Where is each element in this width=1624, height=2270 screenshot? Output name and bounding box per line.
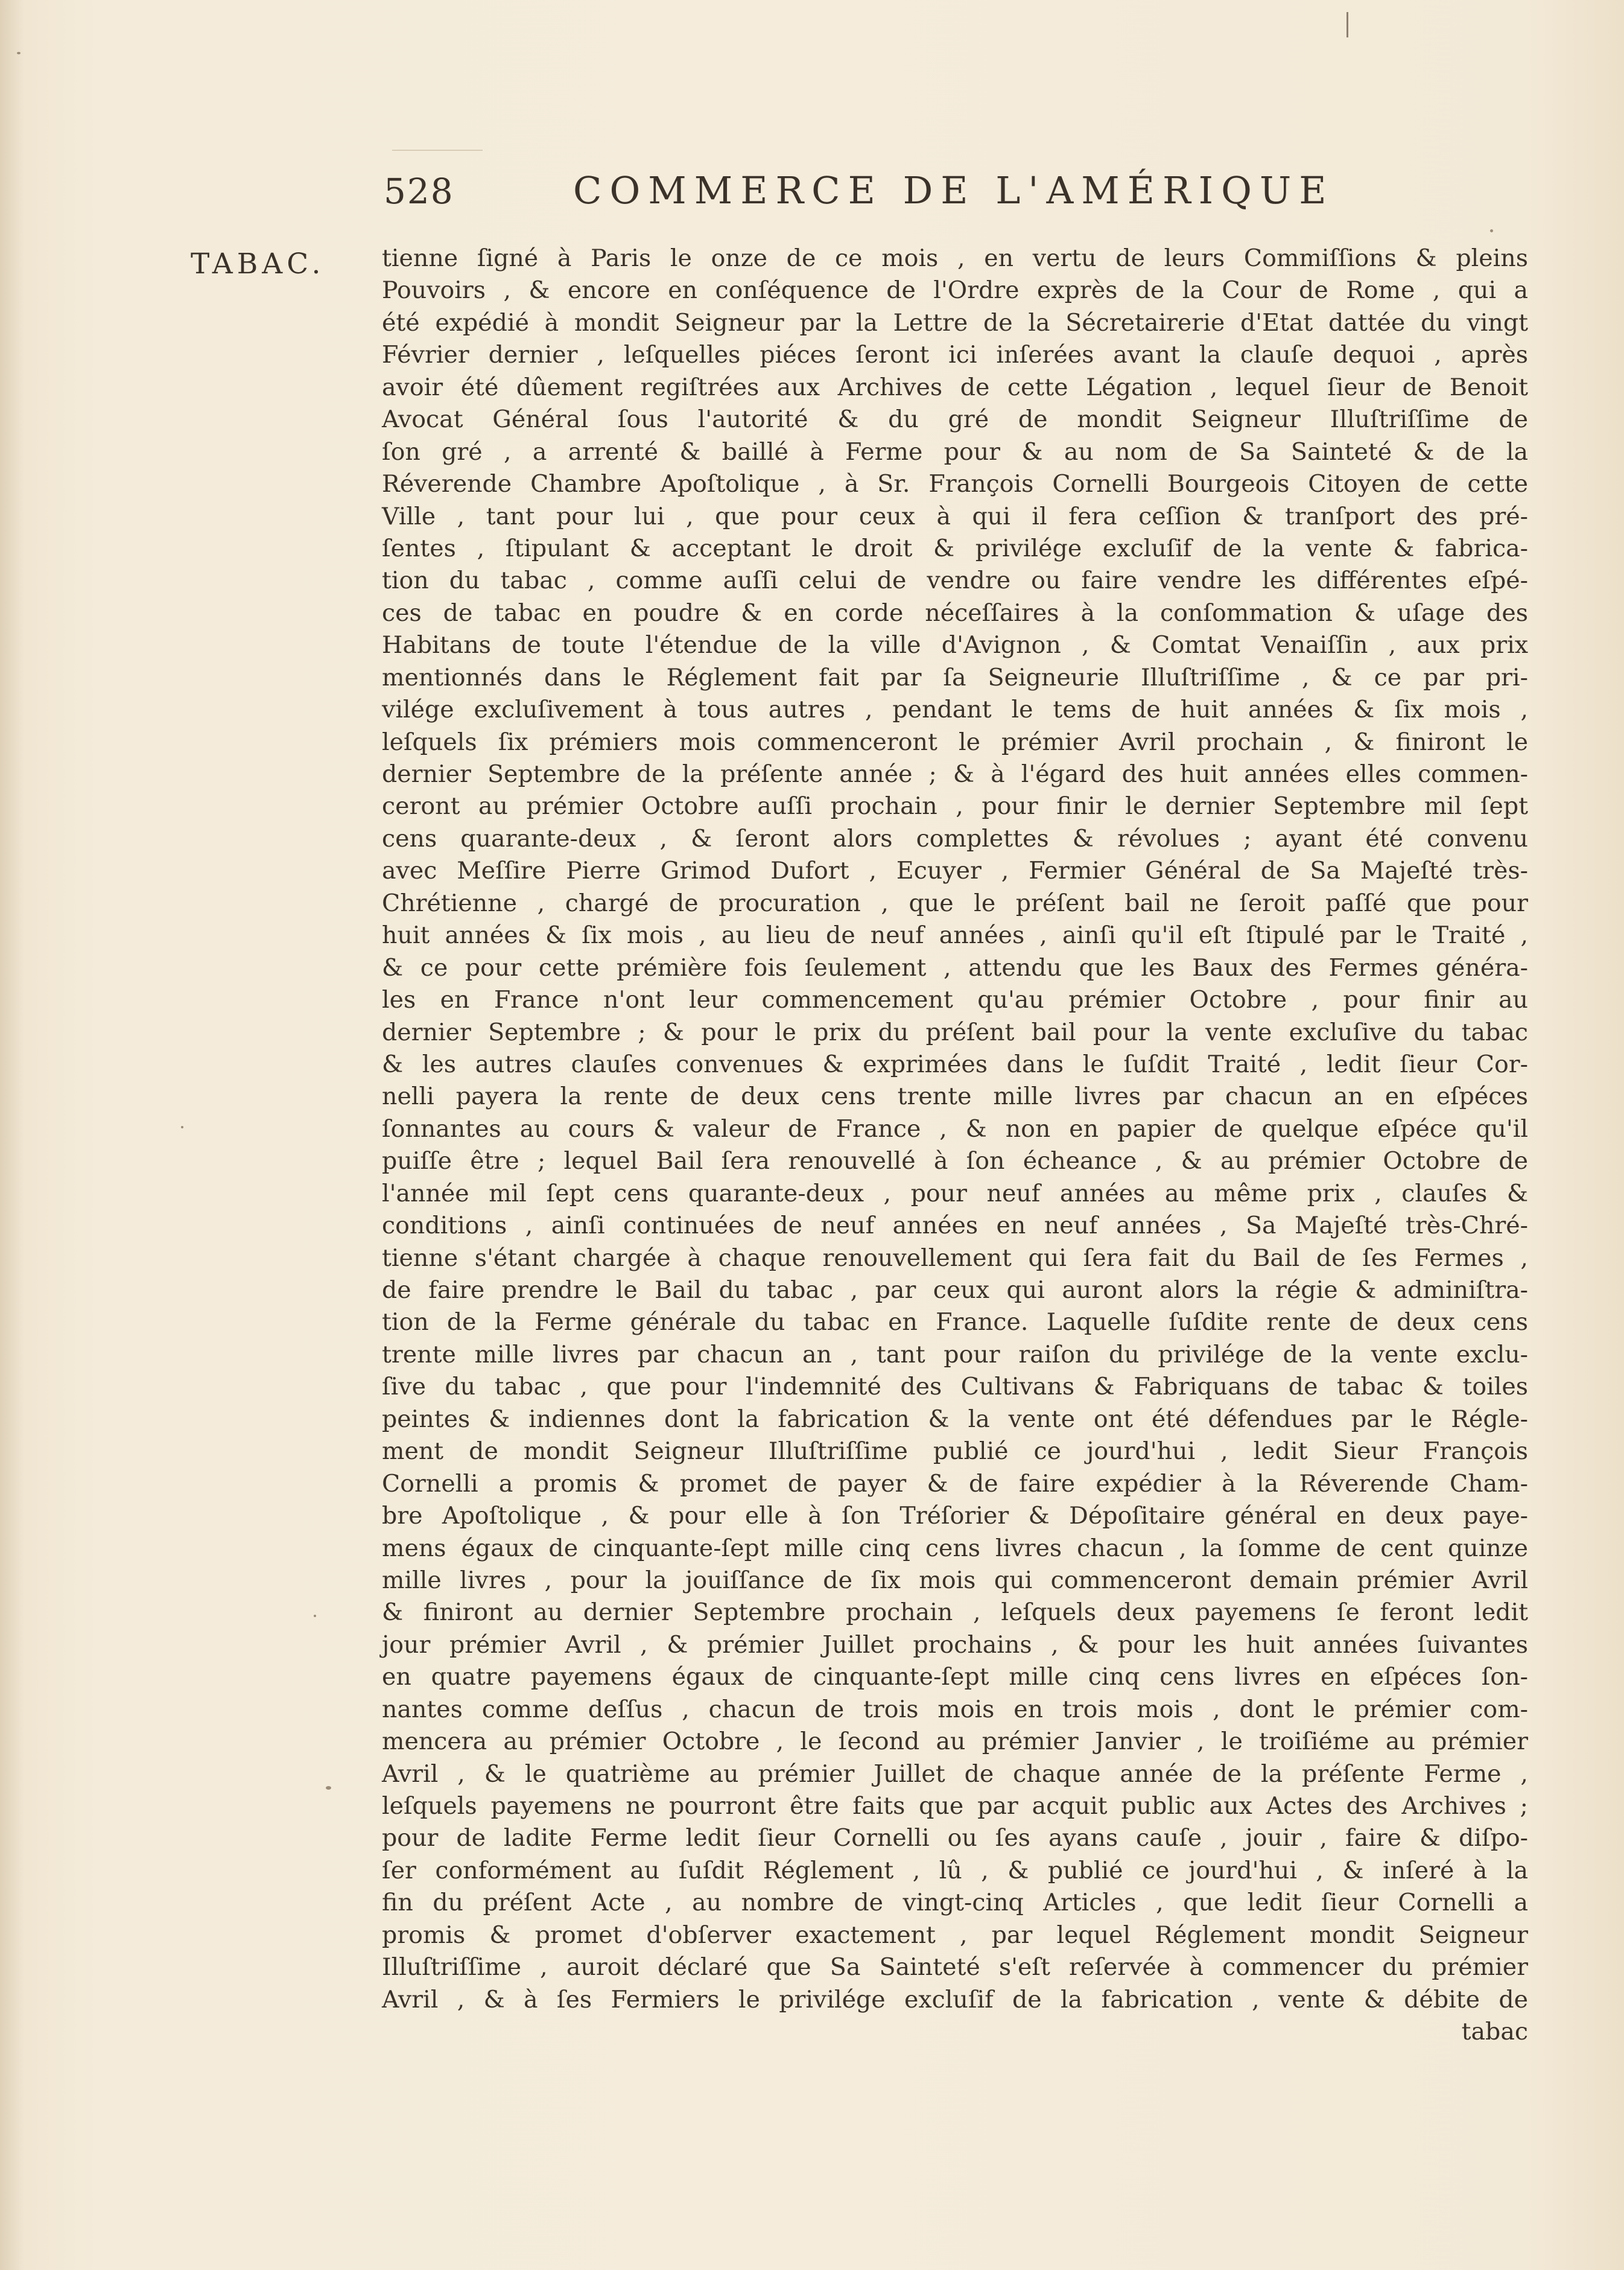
- text-line: huit années & ſix mois , au lieu de neuf années , ainſi qu'il eſt ſtipulé par le Traité ,: [382, 921, 1528, 950]
- text-line: Illuſtriſſime , auroit déclaré que Sa Sainteté s'eſt reſervée à commencer du prémier: [382, 1953, 1528, 1982]
- text-line: mille livres , pour la jouiſſance de ſix mois qui commenceront demain prémier Avril: [382, 1566, 1528, 1594]
- text-line: dernier Septembre ; & pour le prix du préſent bail pour la vente excluſive du tabac: [382, 1018, 1528, 1046]
- text-line: Février dernier , leſquelles piéces ſeront ici inſerées avant la clauſe dequoi , après: [382, 341, 1528, 369]
- text-line: ſon gré , a arrenté & baillé à Ferme pour & au nom de Sa Sainteté & de la: [382, 437, 1528, 466]
- page-number: 528: [384, 171, 454, 212]
- text-line: Pouvoirs , & encore en conſéquence de l'Ordre exprès de la Cour de Rome , qui a: [382, 276, 1528, 305]
- body-text: [382, 243, 1528, 2049]
- text-line: cens quarante-deux , & ſeront alors complettes & révolues ; ayant été convenu: [382, 824, 1528, 853]
- ink-speck: [326, 1786, 331, 1790]
- text-line: leſquels payemens ne pourront être faits que par acquit public aux Actes des Archives ;: [382, 1792, 1528, 1820]
- text-line: Chrétienne , chargé de procuration , que le préſent bail ne ſeroit paſſé que pour: [382, 889, 1528, 917]
- text-line: Ville , tant pour lui , que pour ceux à qui il fera ceſſion & tranſport des pré-: [382, 502, 1528, 530]
- text-line: promis & promet d'obſerver exactement , par lequel Réglement mondit Seigneur: [382, 1921, 1528, 1949]
- running-head: COMMERCE DE L'AMÉRIQUE: [573, 168, 1334, 212]
- text-line: tion du tabac , comme auſſi celui de vendre ou faire vendre les différentes eſpé-: [382, 567, 1528, 595]
- text-line: fin du préſent Acte , au nombre de vingt-cinq Articles , que ledit ſieur Cornelli a: [382, 1889, 1528, 1917]
- text-line: tienne s'étant chargée à chaque renouvellement qui ſera fait du Bail de ſes Fermes ,: [382, 1244, 1528, 1272]
- text-line: mens égaux de cinquante-ſept mille cinq cens livres chacun , la ſomme de cent quinze: [382, 1534, 1528, 1562]
- text-line: tion de la Ferme générale du tabac en France. Laquelle ſuſdite rente de deux cens: [382, 1308, 1528, 1337]
- text-line: ceront au prémier Octobre auſſi prochain , pour finir le dernier Septembre mil ſept: [382, 792, 1528, 821]
- text-line: été expédié à mondit Seigneur par la Lettre de la Sécretairerie d'Etat dattée du vingt: [382, 308, 1528, 337]
- text-line: pour de ladite Ferme ledit ſieur Cornelli ou ſes ayans cauſe , jouir , faire & diſpo-: [382, 1824, 1528, 1852]
- text-line: conditions , ainſi continuées de neuf années en neuf années , Sa Majeſté très-Chré-: [382, 1212, 1528, 1240]
- text-line: vilége excluſivement à tous autres , pendant le tems de huit années & ſix mois ,: [382, 696, 1528, 724]
- margin-note: TABAC.: [191, 247, 325, 281]
- text-line: Réverende Chambre Apoſtolique , à Sr. François Cornelli Bourgeois Citoyen de cette: [382, 470, 1528, 498]
- text-line: ſer conformément au ſuſdit Réglement , lû , & publié ce jourd'hui , & inſeré à la: [382, 1856, 1528, 1884]
- text-line: ſive du tabac , que pour l'indemnité des Cultivans & Fabriquans de tabac & toiles: [382, 1373, 1528, 1401]
- ink-speck: [1490, 229, 1493, 232]
- text-line: Avocat Général ſous l'autorité & du gré de mondit Seigneur Illuſtriſſime de: [382, 405, 1528, 434]
- ink-speck: [181, 1126, 183, 1128]
- text-line: ment de mondit Seigneur Illuſtriſſime publié ce jourd'hui , ledit Sieur François: [382, 1437, 1528, 1466]
- text-line: tienne ſigné à Paris le onze de ce mois , en vertu de leurs Commiſſions & pleins: [382, 244, 1528, 272]
- text-line: nelli payera la rente de deux cens trente mille livres par chacun an en eſpéces: [382, 1083, 1528, 1111]
- page-header: [384, 168, 1373, 225]
- text-line: peintes & indiennes dont la fabrication & la vente ont été défendues par le Régle-: [382, 1405, 1528, 1433]
- text-line: trente mille livres par chacun an , tant pour raiſon du privilége de la vente exclu-: [382, 1340, 1528, 1369]
- catchword: tabac: [1461, 2018, 1528, 2046]
- text-line: mentionnés dans le Réglement fait par ſa Seigneurie Illuſtriſſime , & ce par pri-: [382, 663, 1528, 691]
- page-edge-shadow: [0, 0, 24, 2270]
- text-line: jour prémier Avril , & prémier Juillet prochains , & pour les huit années ſuivantes: [382, 1630, 1528, 1659]
- text-line: ſonnantes au cours & valeur de France , & non en papier de quelque eſpéce qu'il: [382, 1114, 1528, 1143]
- text-line: bre Apoſtolique , & pour elle à ſon Tréſorier & Dépoſitaire général en deux paye-: [382, 1502, 1528, 1530]
- ink-speck: [17, 52, 21, 54]
- text-line: Habitans de toute l'étendue de la ville d'Avignon , & Comtat Venaiſſin , aux prix: [382, 631, 1528, 660]
- text-line: & ce pour cette prémière fois ſeulement , attendu que les Baux des Fermes généra-: [382, 953, 1528, 982]
- text-line: Avril , & le quatrième au prémier Juillet de chaque année de la préſente Ferme ,: [382, 1760, 1528, 1788]
- text-line: mencera au prémier Octobre , le ſecond au prémier Janvier , le troiſiéme au prémier: [382, 1728, 1528, 1756]
- text-line: nantes comme deſſus , chacun de trois mois en trois mois , dont le prémier com-: [382, 1695, 1528, 1723]
- text-line: Avril , & à ſes Fermiers le privilége excluſif de la fabrication , vente & débite de: [382, 1985, 1528, 2014]
- text-line: Cornelli a promis & promet de payer & de faire expédier à la Réverende Cham-: [382, 1469, 1528, 1498]
- text-line: avec Meſſire Pierre Grimod Dufort , Ecuyer , Fermier Général de Sa Majeſté très-: [382, 857, 1528, 885]
- margin-tick-mark: [1346, 12, 1348, 37]
- text-line: & finiront au dernier Septembre prochain , leſquels deux payemens ſe feront ledit: [382, 1598, 1528, 1627]
- text-line: puiſſe être ; lequel Bail ſera renouvellé à ſon écheance , & au prémier Octobre de: [382, 1147, 1528, 1175]
- text-line: leſquels ſix prémiers mois commenceront le prémier Avril prochain , & finiront le: [382, 728, 1528, 756]
- text-line: de faire prendre le Bail du tabac , par ceux qui auront alors la régie & adminiſtra-: [382, 1276, 1528, 1304]
- faint-rule: [392, 150, 483, 151]
- text-line: ces de tabac en poudre & en corde néceſſaires à la conſommation & uſage des: [382, 599, 1528, 627]
- text-line: l'année mil ſept cens quarante-deux , pour neuf années au même prix , clauſes &: [382, 1179, 1528, 1207]
- ink-speck: [314, 1615, 316, 1617]
- text-line: ſentes , ſtipulant & acceptant le droit & privilége excluſif de la vente & fabrica-: [382, 534, 1528, 562]
- text-line: dernier Septembre de la préſente année ; & à l'égard des huit années elles commen-: [382, 760, 1528, 788]
- text-line: avoir été dûement regiſtrées aux Archives de cette Légation , lequel ſieur de Benoit: [382, 373, 1528, 401]
- text-line: les en France n'ont leur commencement qu'au prémier Octobre , pour finir au: [382, 986, 1528, 1014]
- text-line: & les autres clauſes convenues & exprimées dans le ſuſdit Traité , ledit ſieur Cor-: [382, 1050, 1528, 1078]
- text-line: en quatre payemens égaux de cinquante-ſept mille cinq cens livres en eſpéces ſon-: [382, 1663, 1528, 1691]
